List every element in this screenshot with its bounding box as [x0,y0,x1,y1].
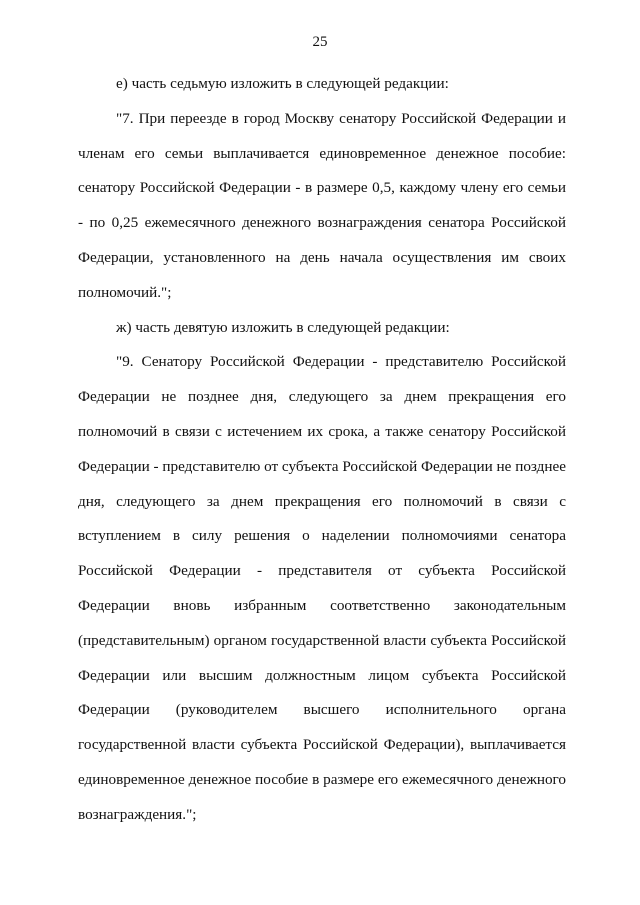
paragraph-part-7: "7. При переезде в город Москву сенатору Российской Федерации и членам его семьи выплачивается единовременное денежное пособие: сенатору Российской Федерации - в размере 0,5, каждому члену его семьи - по 0,25 ежемесячного денежного вознаграждения сенатора Российской Федерации, установленного на день начала осуществления им своих полномочий."; [78,109,566,301]
page-number: 25 [312,34,328,50]
paragraph-part-9: "9. Сенатору Российской Федерации - представителю Российской Федерации не позднее дня, следующего за днем прекращения его полномочий в связи с истечением их срока, а также сенатору Российской Федерации - представителю от субъекта Российской Федерации не позднее дня, следующего за днем прекращения его полномочий в связи с вступлением в силу решения о наделении полномочиями сенатора Российской Федерации - представителя от субъекта Российской Федерации вновь избранным соответственно законодательным (представительным) органом государственной власти субъекта Российской Федерации или высшим должностным лицом субъекта Российской Федерации (руководителем высшего исполнительного органа государственной власти субъекта Российской Федерации), выплачивается единовременное денежное пособие в размере его ежемесячного денежного вознаграждения."; [78,353,566,823]
paragraph-amendment-e: е) часть седьмую изложить в следующей редакции: [116,75,449,92]
paragraph-amendment-zh: ж) часть девятую изложить в следующей редакции: [116,318,450,336]
document-body [78,67,566,833]
